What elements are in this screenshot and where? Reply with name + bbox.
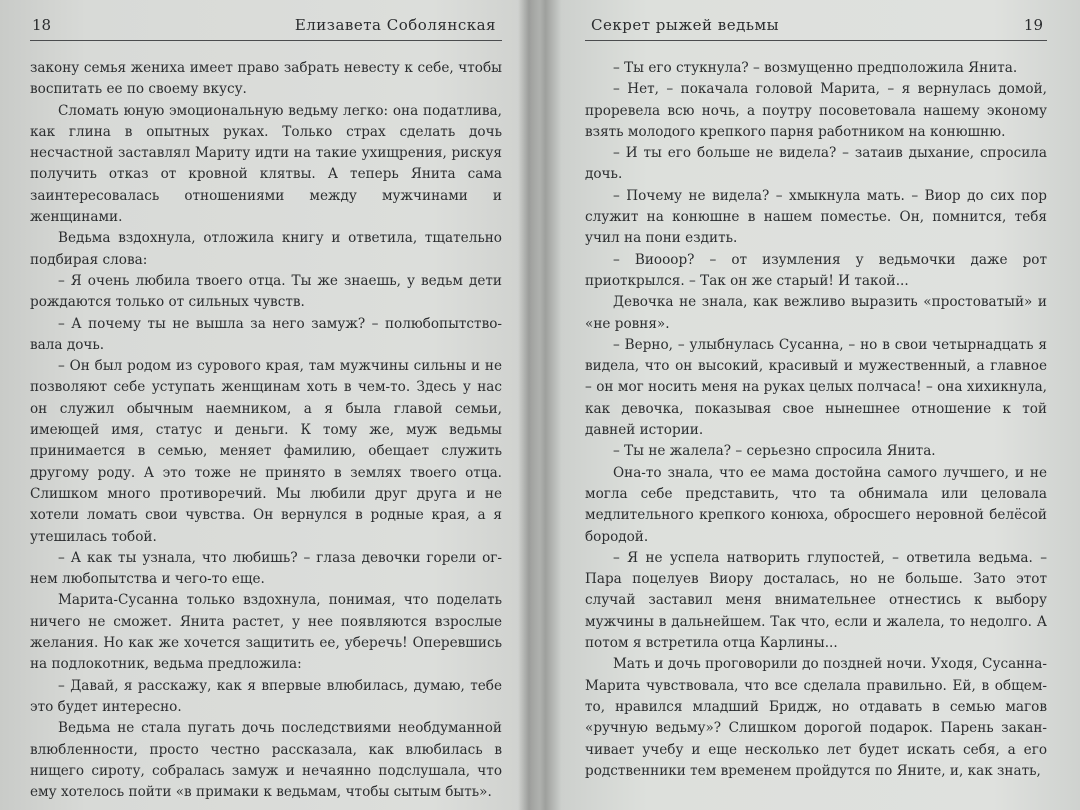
paragraph: – Я не успела натворить глупостей, – ответила ведьма. – Пара поцелуев Виору досталась, но не больше. Зато этот случай заставил меня внимательнее отнестись к выбору мужчины в дальнейшем. Так что, если и жалела, то недолго. А потом я встретила отца Карлины... (585, 549, 1047, 652)
paragraph: Мать и дочь проговорили до поздней ночи. Уходя, Сусанна-Марита чувствовала, что все сделала правильно. Ей, в общем-то, нравился младший Бридж, но отдавать в семью магов «ручную ведьму»? Слишком дорогой подарок. Парень заканчивает учебу и еще несколько лет будет искать себя, а его родственники тем временем пройдутся по Яните, и, как знать, (585, 656, 1047, 779)
paragraph: Марита-Сусанна только вздохнула, понимая, что поделать ничего не сможет. Янита растет, у нее появляются взрослые желания. Но как же хочется защитить ее, уберечь! Оперевшись на подлокотник, ведьма предложила: (30, 592, 502, 673)
paragraph: – Виооор? – от изумления у ведьмочки даже рот приоткрылся. – Так он же старый! И такой... (585, 251, 1047, 289)
left-page (30, 0, 502, 810)
paragraph: Ведьма вздохнула, отложила книгу и ответила, тщательно подбирая слова: (30, 230, 502, 268)
paragraph: Девочка не знала, как вежливо выразить «простоватый» и «не ровня». (585, 294, 1047, 332)
right-page-body (585, 58, 1047, 782)
right-page-header (585, 14, 1047, 41)
right-running-head: Секрет рыжей ведьмы (591, 16, 780, 34)
left-page-header (30, 14, 502, 41)
paragraph: – Ты его стукнула? – возмущенно предположила Янита. (613, 60, 1018, 76)
paragraph: – Ты не жалела? – серьезно спросила Янита. (613, 443, 936, 460)
paragraph: Сломать юную эмоциональную ведьму легко: она податлива, как глина в опытных руках. Только страх сделать дочь несчастной заставлял Мариту идти на такие ухищрения, рискуя получить отказ от кровной клятвы. А теперь Янита сама заинтересовалась отношениями между мужчинами и женщинами. (30, 102, 502, 226)
paragraph: – А почему ты не вышла за него замуж? – полюбопытствовала дочь. (30, 315, 502, 353)
paragraph: – Давай, я расскажу, как я впервые влюбилась, думаю, тебе это будет интересно. (30, 677, 502, 715)
book-gutter (518, 0, 540, 810)
paragraph: Ведьма не стала пугать дочь последствиями необдуманной влюбленности, просто честно рассказала, как влюбилась в нищего сироту, собралась замуж и нечаянно подслушала, что ему хотелось пойти «в примаки к ведьмам, чтобы сытым быть». (30, 720, 502, 801)
paragraph: – Я очень любила твоего отца. Ты же знаешь, у ведьм дети рождаются только от сильных чувств. (30, 272, 502, 311)
paragraph: – И ты его больше не видела? – затаив дыхание, спросила дочь. (585, 145, 1047, 183)
right-page-number: 19 (1023, 16, 1043, 34)
paragraph: – Верно, – улыбнулась Сусанна, – но в свои четырнадцать я видела, что он высокий, красивый и мужественный, а главное – он мог носить меня на руках целых полчаса! – она хихикнула, как девочка, показывая свое нынешнее отношение к той давней истории. (585, 336, 1047, 439)
paragraph: закону семья жениха имеет право забрать невесту к себе, чтобы воспитать ее по своему вкусу. (30, 60, 502, 98)
paragraph: – А как ты узнала, что любишь? – глаза девочки горели огнем любопытства и чего-то еще. (30, 549, 502, 588)
right-page (585, 0, 1047, 810)
left-page-body (30, 58, 502, 803)
paragraph: – Почему не видела? – хмыкнула мать. – Виор до сих пор служит на конюшне в нашем поместье. Он, помнится, тебя учил на пони ездить. (585, 187, 1047, 247)
left-page-number: 18 (32, 16, 52, 34)
paragraph: – Он был родом из сурового края, там мужчины сильны и не позволяют себе уступать женщинам хоть в чем-то. Здесь у нас он служил обычным наемником, а я была главой семьи, имеющей имя, статус и деньги. К тому же, муж ведьмы принимается в семью, меняет фамилию, обещает служить другому роду. А это тоже не принято в землях твоего отца. Слишком много противоречий. Мы любили друг друга и не хотели ломать свои чувства. Он вернулся в родные края, а я утешилась тобой. (30, 358, 502, 545)
paragraph: – Нет, – покачала головой Марита, – я вернулась домой, проревела всю ночь, а поутру посоветовала нашему эконому взять молодого крепкого парня работником на конюшню. (585, 81, 1047, 140)
paragraph: Она-то знала, что ее мама достойна самого лучшего, и не могла себе представить, что та обнимала или целовала медлительного крепкого конюха, обросшего неровной белёсой бородой. (585, 464, 1047, 545)
left-running-head: Елизавета Соболянская (294, 16, 496, 34)
